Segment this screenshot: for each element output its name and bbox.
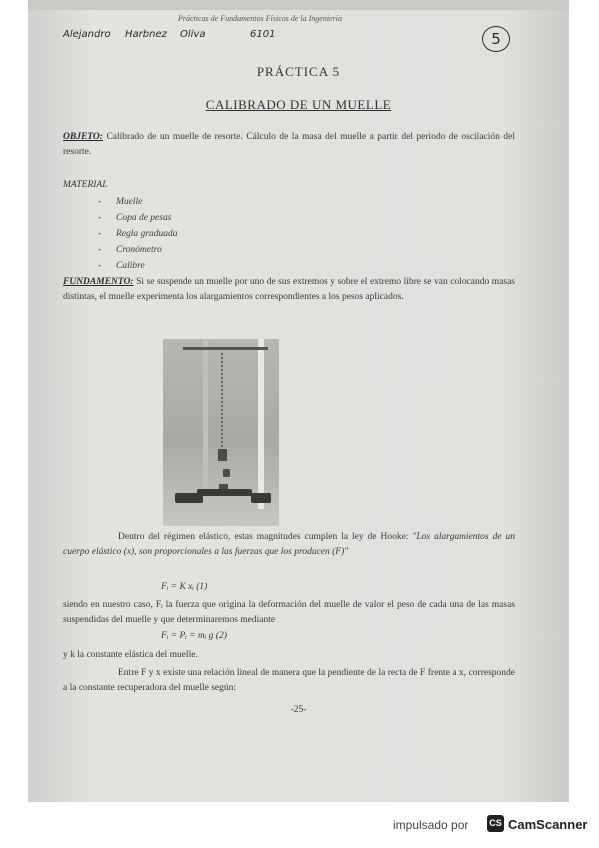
spring-apparatus-photo <box>163 339 279 526</box>
foundation-paragraph <box>63 275 515 305</box>
page-footer-number: -25- <box>290 705 307 715</box>
student-group: 6101 <box>250 29 276 40</box>
force-definition-paragraph: siendo en nuestro caso, Fᵢ la fuerza que origina la deformación del muelle de valor el peso de cada una de las masas suspendidas del muelle y que determinaremos mediante <box>63 600 515 625</box>
hooke-law-quote: "Los alargamientos de un cuerpo elástico (x), son proporcionales a las fuerzas que los producen (F)" <box>63 532 515 557</box>
scan-edge <box>28 0 569 10</box>
objective-label: OBJETO: <box>63 132 103 142</box>
camscanner-logo-icon: CS <box>487 815 504 832</box>
practice-topic: CALIBRADO DE UN MUELLE <box>205 97 392 112</box>
running-header: Prácticas de Fundamentos Físicos de la Ingeniería <box>178 14 342 23</box>
list-item: - Copa de pesas <box>98 210 177 226</box>
foundation-label: FUNDAMENTO: <box>63 277 134 287</box>
material-heading: MATERIAL <box>63 180 108 190</box>
student-surname: Harbnez <box>125 29 167 40</box>
linear-relation-paragraph: Entre F y x existe una relación lineal de manera que la pendiente de la recta de F frente a x, corresponde a la constante recuperadora del muelle según: <box>63 668 515 693</box>
material-list <box>98 194 177 274</box>
foundation-text: Si se suspende un muelle por uno de sus extremos y sobre el extremo libre se van colocando masas distintas, el muelle experimenta los alargamientos correspondientes a los pesos aplicados. <box>63 277 515 302</box>
handwritten-page-number: 5 <box>482 26 510 52</box>
equation-2: Fᵢ = Pᵢ = mᵢ g (2) <box>161 631 227 641</box>
list-item: - Muelle <box>98 194 177 210</box>
objective-text: Calibrado de un muelle de resorte. Cálculo de la masa del muelle a partir del periodo de oscilación del resorte. <box>63 132 515 157</box>
student-second-surname: Oliva <box>180 29 206 40</box>
objective-paragraph <box>63 130 515 160</box>
list-item: - Calibre <box>98 258 177 274</box>
list-item: - Cronómetro <box>98 242 177 258</box>
powered-by-text: impulsado por <box>393 818 469 832</box>
equation-1: Fᵢ = K xᵢ (1) <box>161 582 208 592</box>
list-item: - Regla graduada <box>98 226 177 242</box>
hooke-paragraph <box>63 530 515 560</box>
practice-title: PRÁCTICA 5 <box>256 64 341 79</box>
student-first-name: Alejandro <box>63 29 111 40</box>
hooke-intro: Dentro del régimen elástico, estas magnitudes cumplen la ley de Hooke: <box>118 532 413 542</box>
constant-definition: y k la constante elástica del muelle. <box>63 650 198 660</box>
scanned-page <box>28 0 569 802</box>
camscanner-brand: CamScanner <box>508 817 588 832</box>
